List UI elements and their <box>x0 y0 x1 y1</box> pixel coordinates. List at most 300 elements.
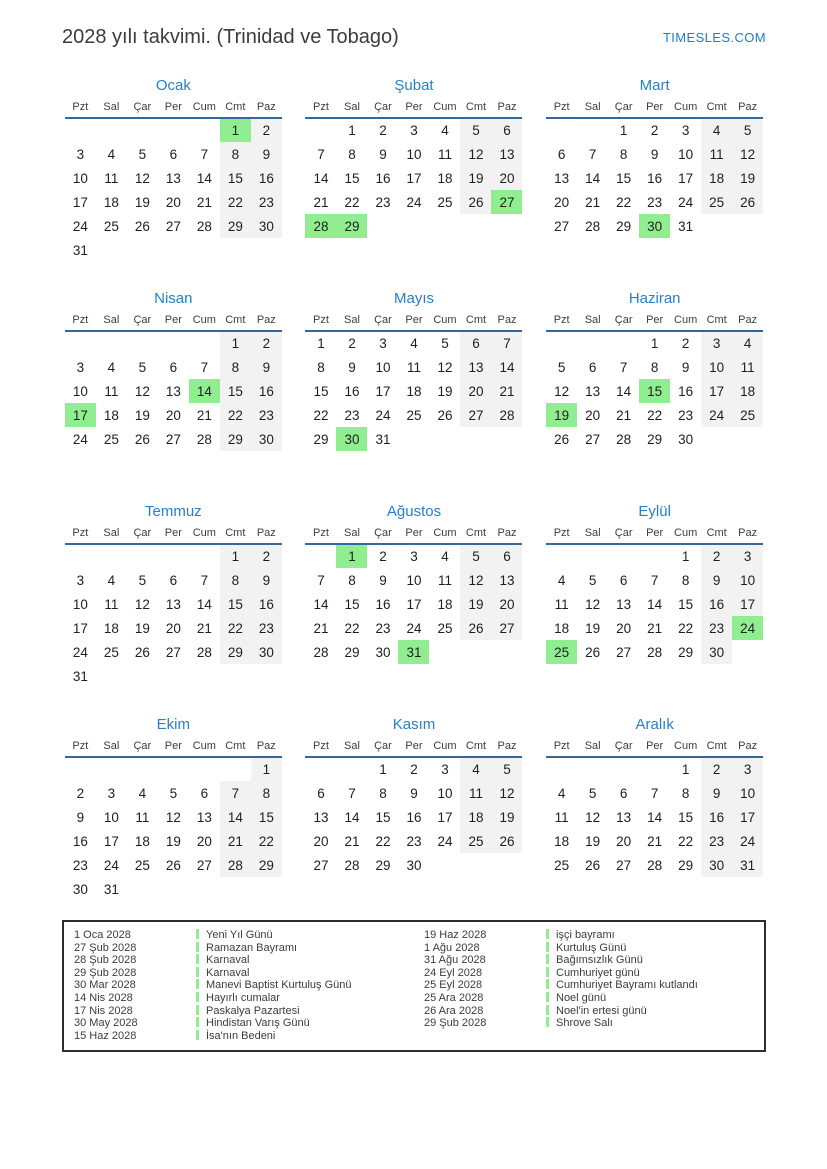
legend-holiday-name <box>546 1005 764 1018</box>
day-cell: 17 <box>72 194 88 210</box>
weekend-day-cell: 20 <box>491 166 522 190</box>
empty-cell <box>96 331 127 355</box>
weekend-day-cell: 26 <box>491 829 522 853</box>
legend-holiday-label: Hayırlı cumalar <box>206 991 280 1004</box>
legend-holiday-name <box>196 1005 414 1018</box>
day-cell: 20 <box>616 833 632 849</box>
day-cell: 31 <box>72 242 88 258</box>
day-cell: 4 <box>410 336 418 351</box>
day-cell: 6 <box>169 146 178 162</box>
weekend-day-cell: 4 <box>701 118 732 142</box>
weekend-day-cell: 6 <box>460 331 491 355</box>
weekday-header: Cum <box>189 311 220 331</box>
weekend-day-cell: 23 <box>251 616 282 640</box>
empty-cell <box>546 118 577 142</box>
legend-holiday-name <box>196 992 414 1005</box>
day-cell: 8 <box>348 146 356 162</box>
day-cell: 13 <box>165 596 181 612</box>
legend-date: 19 Haz 2028 <box>424 929 487 941</box>
day-cell: 5 <box>138 572 147 588</box>
weekday-header: Pzt <box>305 311 336 331</box>
day-cell: 20 <box>196 833 212 849</box>
weekend-day-cell: 31 <box>732 853 763 877</box>
day-cell: 10 <box>103 809 119 825</box>
day-cell: 7 <box>650 785 659 801</box>
weekday-header: Sal <box>336 737 367 757</box>
weekday-header: Sal <box>336 524 367 544</box>
weekday-header: Cum <box>189 98 220 118</box>
day-cell: 28 <box>196 218 212 234</box>
day-cell: 3 <box>681 123 690 138</box>
weekend-day-cell: 30 <box>251 427 282 451</box>
empty-cell <box>189 664 220 688</box>
day-cell: 10 <box>406 146 422 162</box>
weekday-header: Pzt <box>546 98 577 118</box>
legend-date: 15 Haz 2028 <box>74 1029 137 1042</box>
weekday-header: Per <box>398 524 429 544</box>
month-calendar-temmuz <box>65 524 282 688</box>
weekend-day-cell: 18 <box>701 166 732 190</box>
empty-cell <box>336 757 367 781</box>
weekday-header: Cum <box>429 98 460 118</box>
empty-cell <box>577 757 608 781</box>
month-title-mart[interactable]: Mart <box>639 77 670 94</box>
weekend-day-cell: 26 <box>732 190 763 214</box>
day-cell: 27 <box>196 857 212 873</box>
day-cell: 9 <box>650 146 659 162</box>
empty-cell <box>127 877 158 901</box>
legend-row <box>424 929 764 942</box>
day-cell: 17 <box>375 383 391 399</box>
day-cell: 16 <box>72 833 88 849</box>
day-cell: 28 <box>616 431 632 447</box>
empty-cell <box>251 238 282 262</box>
holiday-day-cell: 19 <box>546 403 577 427</box>
day-cell: 10 <box>437 785 453 801</box>
legend-holiday-name <box>546 979 764 992</box>
weekend-day-cell: 14 <box>220 805 251 829</box>
day-cell: 21 <box>313 194 329 210</box>
weekday-header: Paz <box>491 524 522 544</box>
weekend-day-cell: 19 <box>460 166 491 190</box>
legend-holiday-name <box>196 1030 414 1043</box>
day-cell: 24 <box>72 218 88 234</box>
empty-cell <box>189 238 220 262</box>
day-cell: 25 <box>134 857 150 873</box>
weekday-header: Çar <box>608 524 639 544</box>
empty-cell <box>127 118 158 142</box>
month-title-subat[interactable]: Şubat <box>394 77 434 94</box>
weekday-header: Pzt <box>305 524 336 544</box>
day-cell: 24 <box>103 857 119 873</box>
weekend-day-cell: 11 <box>701 142 732 166</box>
weekend-day-cell: 6 <box>491 118 522 142</box>
day-cell: 23 <box>72 857 88 873</box>
month-ocak <box>62 76 285 266</box>
day-cell: 5 <box>441 336 449 351</box>
legend-holiday-name <box>546 929 764 942</box>
day-cell: 3 <box>379 336 387 351</box>
weekday-header: Pzt <box>546 737 577 757</box>
weekend-day-cell: 29 <box>220 427 251 451</box>
month-title-aralik[interactable]: Aralık <box>635 716 674 733</box>
day-cell: 16 <box>344 383 360 399</box>
day-cell: 12 <box>134 383 150 399</box>
day-cell: 3 <box>76 572 85 588</box>
day-cell: 1 <box>650 336 659 351</box>
day-cell: 7 <box>317 146 325 162</box>
weekend-day-cell: 19 <box>460 592 491 616</box>
month-kasim <box>303 715 526 905</box>
weekday-header: Paz <box>251 524 282 544</box>
holiday-day-cell: 30 <box>336 427 367 451</box>
day-cell: 31 <box>103 881 119 897</box>
legend-holiday-label: Manevi Baptist Kurtuluş Günü <box>206 979 352 992</box>
weekend-day-cell: 4 <box>460 757 491 781</box>
holiday-marker-icon <box>546 954 549 964</box>
day-cell: 26 <box>554 431 570 447</box>
empty-cell <box>577 118 608 142</box>
month-calendar-mart <box>546 98 763 238</box>
day-cell: 11 <box>554 809 569 825</box>
weekday-header: Cum <box>670 98 701 118</box>
day-cell: 4 <box>441 549 449 564</box>
day-cell: 22 <box>375 833 391 849</box>
empty-cell <box>639 757 670 781</box>
weekend-day-cell: 19 <box>732 166 763 190</box>
day-cell: 22 <box>344 620 360 636</box>
day-cell: 20 <box>554 194 570 210</box>
holiday-day-cell: 28 <box>305 214 336 238</box>
legend-holiday-label: Karnaval <box>206 966 250 979</box>
weekday-header: Per <box>639 311 670 331</box>
day-cell: 12 <box>437 359 453 375</box>
month-calendar-ekim <box>65 737 282 901</box>
day-cell: 29 <box>678 857 694 873</box>
empty-cell <box>460 214 491 238</box>
legend-date: 29 Şub 2028 <box>424 1017 487 1030</box>
day-cell: 18 <box>406 383 422 399</box>
day-cell: 19 <box>585 833 601 849</box>
empty-cell <box>305 118 336 142</box>
empty-cell <box>220 877 251 901</box>
legend-holiday-label: işçi bayramı <box>556 929 615 941</box>
day-cell: 21 <box>647 833 663 849</box>
weekend-day-cell: 27 <box>460 403 491 427</box>
day-cell: 26 <box>134 431 150 447</box>
day-cell: 6 <box>619 785 628 801</box>
day-cell: 5 <box>588 785 597 801</box>
weekend-day-cell: 13 <box>491 568 522 592</box>
holiday-legend <box>62 920 766 1052</box>
page-title: 2028 yılı takvimi. (Trinidad ve Tobago) <box>62 25 399 48</box>
day-cell: 12 <box>165 809 181 825</box>
weekend-day-cell: 8 <box>220 355 251 379</box>
day-cell: 11 <box>135 809 150 825</box>
day-cell: 22 <box>313 407 329 423</box>
legend-holiday-label: Noel günü <box>556 991 607 1004</box>
day-cell: 28 <box>344 857 360 873</box>
weekend-day-cell: 20 <box>460 379 491 403</box>
day-cell: 25 <box>406 407 422 423</box>
month-title-haziran[interactable]: Haziran <box>628 290 681 307</box>
holiday-marker-icon <box>546 929 549 939</box>
day-cell: 29 <box>616 218 632 234</box>
day-cell: 6 <box>169 572 178 588</box>
day-cell: 9 <box>681 359 690 375</box>
day-cell: 15 <box>344 596 360 612</box>
day-cell: 21 <box>196 407 212 423</box>
day-cell: 1 <box>317 336 325 351</box>
day-cell: 22 <box>344 194 360 210</box>
day-cell: 12 <box>585 809 601 825</box>
weekend-day-cell: 24 <box>732 829 763 853</box>
weekend-day-cell: 2 <box>251 118 282 142</box>
month-title-temmuz[interactable]: Temmuz <box>144 503 202 520</box>
legend-column-2 <box>414 929 764 1042</box>
legend-holiday-name <box>546 1017 764 1030</box>
day-cell: 7 <box>348 785 356 801</box>
empty-cell <box>158 118 189 142</box>
weekday-header: Paz <box>732 98 763 118</box>
weekend-day-cell: 16 <box>251 592 282 616</box>
day-cell: 17 <box>678 170 694 186</box>
weekend-day-cell: 14 <box>491 355 522 379</box>
empty-cell <box>639 544 670 568</box>
day-cell: 5 <box>138 146 147 162</box>
holiday-marker-icon <box>196 979 199 989</box>
weekday-header: Sal <box>96 737 127 757</box>
weekday-header: Paz <box>251 311 282 331</box>
weekday-header: Cmt <box>220 311 251 331</box>
legend-holiday-name <box>196 942 414 955</box>
weekend-day-cell: 12 <box>491 781 522 805</box>
day-cell: 20 <box>165 620 181 636</box>
empty-cell <box>127 238 158 262</box>
weekend-day-cell: 16 <box>701 592 732 616</box>
day-cell: 26 <box>585 644 601 660</box>
day-cell: 18 <box>103 620 119 636</box>
empty-cell <box>398 427 429 451</box>
holiday-day-cell: 27 <box>491 190 522 214</box>
weekend-day-cell: 8 <box>220 142 251 166</box>
day-cell: 9 <box>379 572 387 588</box>
weekday-header: Çar <box>367 98 398 118</box>
day-cell: 5 <box>169 785 178 801</box>
day-cell: 29 <box>344 644 360 660</box>
day-cell: 25 <box>103 644 119 660</box>
day-cell: 12 <box>134 596 150 612</box>
day-cell: 30 <box>678 431 694 447</box>
holiday-marker-icon <box>196 954 199 964</box>
day-cell: 30 <box>406 857 422 873</box>
day-cell: 3 <box>107 785 116 801</box>
weekday-header: Cmt <box>220 737 251 757</box>
day-cell: 22 <box>678 833 694 849</box>
holiday-marker-icon <box>196 1030 199 1040</box>
weekend-day-cell: 27 <box>491 616 522 640</box>
day-cell: 21 <box>585 194 601 210</box>
day-cell: 16 <box>406 809 422 825</box>
month-agustos <box>303 502 526 692</box>
weekend-day-cell: 21 <box>491 379 522 403</box>
weekend-day-cell: 16 <box>251 166 282 190</box>
legend-holiday-name <box>196 929 414 942</box>
empty-cell <box>158 664 189 688</box>
day-cell: 16 <box>678 383 694 399</box>
legend-holiday-label: Paskalya Pazartesi <box>206 1004 300 1017</box>
legend-row <box>74 1005 414 1018</box>
weekday-header: Sal <box>577 524 608 544</box>
day-cell: 1 <box>379 762 387 777</box>
weekday-header: Per <box>158 311 189 331</box>
weekend-day-cell: 7 <box>220 781 251 805</box>
legend-date: 24 Eyl 2028 <box>424 966 483 979</box>
weekday-header: Sal <box>96 524 127 544</box>
day-cell: 21 <box>344 833 360 849</box>
day-cell: 15 <box>375 809 391 825</box>
empty-cell <box>189 544 220 568</box>
day-cell: 29 <box>678 644 694 660</box>
weekend-day-cell: 10 <box>701 355 732 379</box>
month-title-ocak[interactable]: Ocak <box>155 77 191 94</box>
empty-cell <box>305 544 336 568</box>
day-cell: 23 <box>375 620 391 636</box>
weekday-header: Cmt <box>460 524 491 544</box>
weekday-header: Cmt <box>701 98 732 118</box>
legend-row <box>424 942 764 955</box>
day-cell: 13 <box>616 596 632 612</box>
legend-holiday-label: Cumhuriyet Bayramı kutlandı <box>556 979 698 992</box>
day-cell: 6 <box>317 785 325 801</box>
weekend-day-cell: 28 <box>491 403 522 427</box>
month-title-mayis[interactable]: Mayıs <box>393 290 434 307</box>
day-cell: 10 <box>72 596 88 612</box>
holiday-day-cell: 29 <box>336 214 367 238</box>
weekday-header: Per <box>639 524 670 544</box>
weekend-day-cell: 3 <box>732 757 763 781</box>
day-cell: 15 <box>344 170 360 186</box>
day-cell: 19 <box>134 407 150 423</box>
empty-cell <box>96 118 127 142</box>
weekend-day-cell: 12 <box>732 142 763 166</box>
weekday-header: Per <box>398 311 429 331</box>
day-cell: 17 <box>103 833 119 849</box>
empty-cell <box>732 640 763 664</box>
month-calendar-subat <box>305 98 522 238</box>
legend-holiday-label: Yeni Yıl Günü <box>206 929 273 941</box>
day-cell: 14 <box>313 170 329 186</box>
day-cell: 27 <box>554 218 570 234</box>
day-cell: 15 <box>678 809 694 825</box>
holiday-day-cell: 30 <box>639 214 670 238</box>
day-cell: 25 <box>103 218 119 234</box>
weekend-day-cell: 10 <box>732 781 763 805</box>
day-cell: 2 <box>379 549 387 564</box>
day-cell: 18 <box>437 170 453 186</box>
day-cell: 21 <box>647 620 663 636</box>
empty-cell <box>127 331 158 355</box>
month-title-nisan[interactable]: Nisan <box>154 290 193 307</box>
empty-cell <box>460 427 491 451</box>
legend-holiday-label: Hindistan Varış Günü <box>206 1017 310 1030</box>
day-cell: 13 <box>616 809 632 825</box>
legend-holiday-label: Ramazan Bayramı <box>206 941 298 954</box>
day-cell: 6 <box>200 785 209 801</box>
day-cell: 28 <box>196 644 212 660</box>
day-cell: 17 <box>437 809 453 825</box>
month-title-ekim[interactable]: Ekim <box>156 716 190 733</box>
day-cell: 14 <box>196 170 212 186</box>
day-cell: 4 <box>107 146 116 162</box>
day-cell: 10 <box>72 383 88 399</box>
weekend-day-cell: 1 <box>220 331 251 355</box>
day-cell: 11 <box>437 146 452 162</box>
weekday-header: Sal <box>336 98 367 118</box>
month-title-kasim[interactable]: Kasım <box>392 716 436 733</box>
weekday-header: Per <box>158 524 189 544</box>
month-calendar-haziran <box>546 311 763 451</box>
day-cell: 15 <box>616 170 632 186</box>
day-cell: 25 <box>103 431 119 447</box>
empty-cell <box>65 118 96 142</box>
weekend-day-cell: 15 <box>220 166 251 190</box>
month-title-agustos[interactable]: Ağustos <box>386 503 442 520</box>
day-cell: 2 <box>650 123 659 138</box>
empty-cell <box>65 757 96 781</box>
day-cell: 6 <box>169 359 178 375</box>
empty-cell <box>460 640 491 664</box>
day-cell: 28 <box>196 431 212 447</box>
empty-cell <box>305 757 336 781</box>
day-cell: 26 <box>134 218 150 234</box>
day-cell: 13 <box>165 170 181 186</box>
holiday-day-cell: 17 <box>65 403 96 427</box>
holiday-marker-icon <box>196 942 199 952</box>
day-cell: 4 <box>138 785 147 801</box>
legend-row <box>424 979 764 992</box>
weekday-header: Paz <box>732 524 763 544</box>
month-eylul <box>543 502 766 692</box>
day-cell: 24 <box>72 431 88 447</box>
day-cell: 21 <box>313 620 329 636</box>
weekday-header: Paz <box>491 737 522 757</box>
weekend-day-cell: 9 <box>251 142 282 166</box>
weekend-day-cell: 29 <box>220 640 251 664</box>
day-cell: 9 <box>348 359 356 375</box>
empty-cell <box>546 757 577 781</box>
month-calendar-ocak <box>65 98 282 262</box>
weekday-header: Cmt <box>460 311 491 331</box>
legend-holiday-name <box>546 954 764 967</box>
weekend-day-cell: 2 <box>251 331 282 355</box>
weekend-day-cell: 18 <box>732 379 763 403</box>
weekend-day-cell: 30 <box>251 214 282 238</box>
empty-cell <box>491 214 522 238</box>
day-cell: 4 <box>107 359 116 375</box>
day-cell: 29 <box>647 431 663 447</box>
site-link[interactable]: TIMESLES.COM <box>662 29 766 45</box>
weekend-day-cell: 16 <box>701 805 732 829</box>
day-cell: 8 <box>348 572 356 588</box>
month-calendar-nisan <box>65 311 282 451</box>
empty-cell <box>398 214 429 238</box>
day-cell: 19 <box>134 194 150 210</box>
month-title-eylul[interactable]: Eylül <box>638 503 671 520</box>
weekday-header: Cmt <box>701 311 732 331</box>
weekday-header: Per <box>398 737 429 757</box>
empty-cell <box>96 238 127 262</box>
